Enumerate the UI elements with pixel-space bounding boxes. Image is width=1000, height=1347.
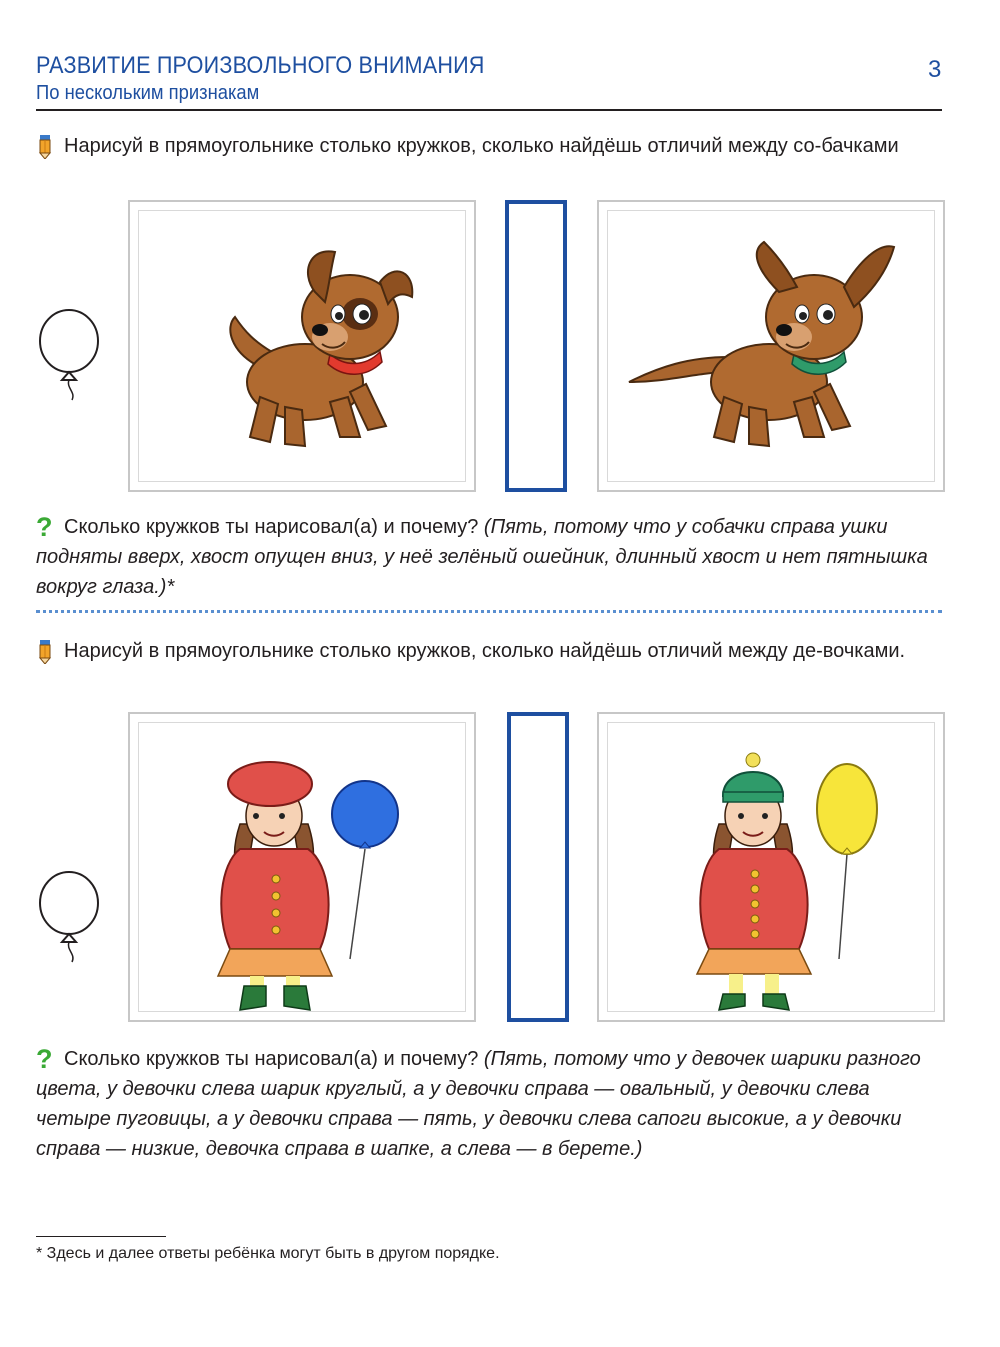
task1-question-block	[36, 512, 942, 602]
answer-box-1[interactable]	[505, 200, 567, 492]
task2-question-block	[36, 1044, 942, 1164]
girl-right-frame	[597, 712, 945, 1022]
balloon-outline-icon	[36, 870, 106, 966]
girl-left-frame	[128, 712, 476, 1022]
footnote-rule	[36, 1236, 166, 1237]
answer-box-2[interactable]	[507, 712, 569, 1022]
section-divider	[36, 610, 942, 613]
dog-right-frame	[597, 200, 945, 492]
dog-left-frame	[128, 200, 476, 492]
dog-right-illustration	[619, 232, 919, 462]
task2-question: Сколько кружков ты нарисовал(а) и почему?	[64, 1048, 484, 1070]
girl-left-illustration	[200, 744, 420, 1014]
balloon-outline-icon	[36, 308, 106, 404]
footnote: * Здесь и далее ответы ребёнка могут быть в другом порядке.	[36, 1245, 500, 1262]
pencil-icon	[36, 135, 54, 159]
question-mark-icon: ?	[36, 1044, 53, 1074]
section-title: РАЗВИТИЕ ПРОИЗВОЛЬНОГО ВНИМАНИЯ	[36, 52, 485, 79]
girl-right-illustration	[679, 734, 899, 1014]
task1-answer: (Пять, потому что у собачки справа ушки подняты вверх, хвост опущен вниз, у неё зелёный ошейник, длинный хвост и нет пятнышка вокруг глаза.)*	[36, 516, 928, 598]
section-subtitle: По нескольким признакам	[36, 82, 260, 104]
dog-left-illustration	[190, 232, 420, 462]
pencil-icon	[36, 640, 54, 664]
task1-question: Сколько кружков ты нарисовал(а) и почему?	[64, 516, 484, 538]
task1-instruction: Нарисуй в прямоугольнике столько кружков, сколько найдёшь отличий между со-бачками	[64, 135, 899, 157]
page-number: 3	[928, 56, 942, 83]
task1-instruction-block	[36, 131, 942, 161]
task2-instruction: Нарисуй в прямоугольнике столько кружков, сколько найдёшь отличий между де-вочками.	[64, 640, 906, 662]
header-rule	[36, 109, 942, 111]
task2-instruction-block	[36, 636, 942, 666]
task2-answer: (Пять, потому что у девочек шарики разного цвета, у девочки слева шарик круглый, а у девочки справа — овальный, у девочки слева четыре пуговицы, а у девочки справа — пять, у девочки слева сапоги высокие, а у девочки справа — низкие, девочка справа в шапке, а слева — в берете.)	[36, 1048, 921, 1160]
question-mark-icon: ?	[36, 512, 53, 542]
